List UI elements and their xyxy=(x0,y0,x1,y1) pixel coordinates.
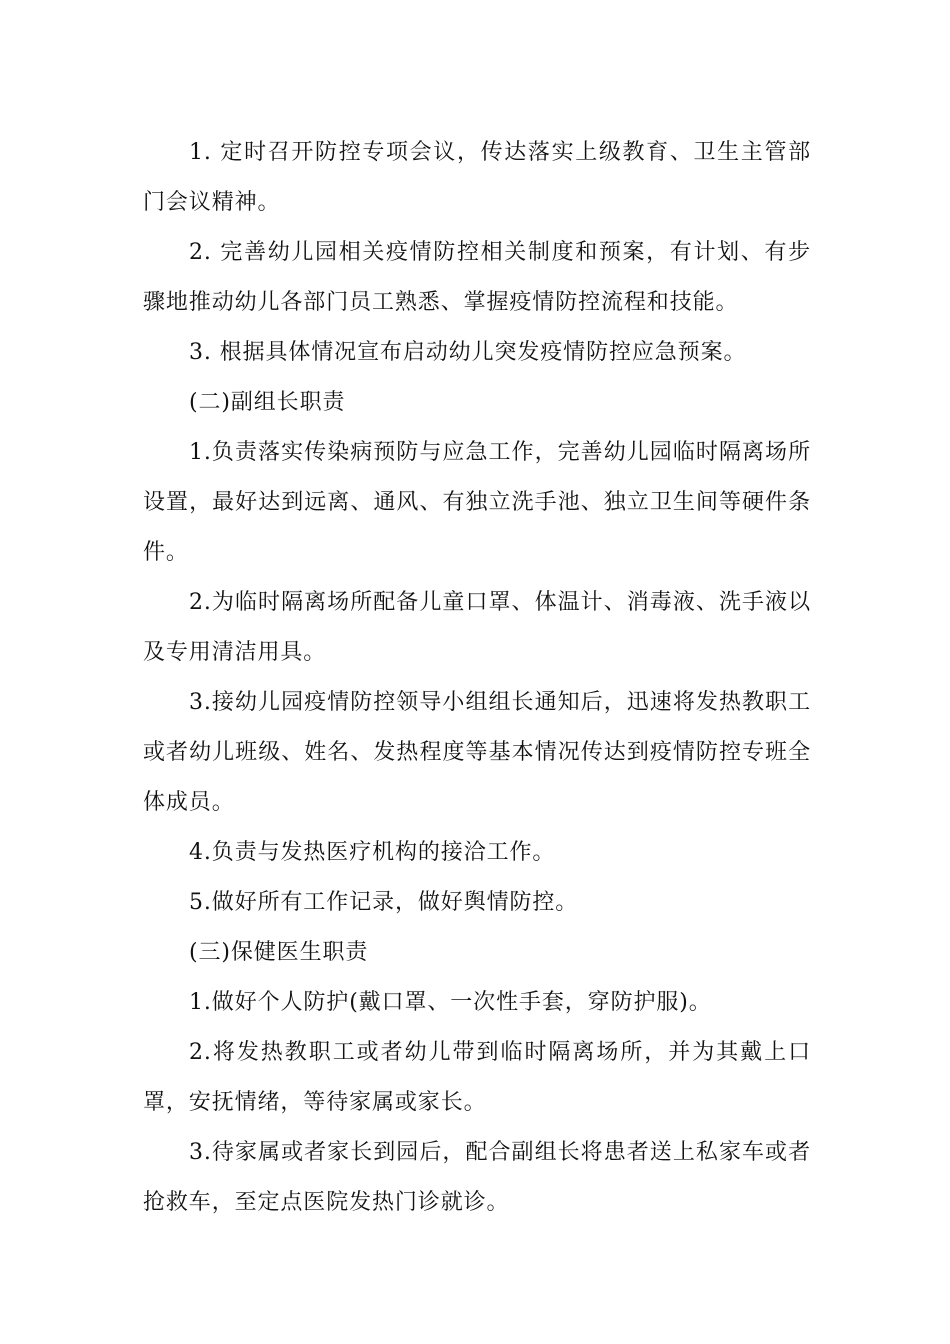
paragraph-leader-duty-1: 1. 定时召开防控专项会议，传达落实上级教育、卫生主管部门会议精神。 xyxy=(143,140,811,215)
paragraph-deputy-duty-3: 3.接幼儿园疫情防控领导小组组长通知后，迅速将发热教职工或者幼儿班级、姓名、发热程度等基本情况传达到疫情防控专班全体成员。 xyxy=(143,690,811,815)
paragraph-doctor-duty-3: 3.待家属或者家长到园后，配合副组长将患者送上私家车或者抢救车，至定点医院发热门诊就诊。 xyxy=(143,1140,811,1215)
paragraph-leader-duty-2: 2. 完善幼儿园相关疫情防控相关制度和预案，有计划、有步骤地推动幼儿各部门员工熟悉、掌握疫情防控流程和技能。 xyxy=(143,240,811,315)
section-heading-deputy-leader: (二)副组长职责 xyxy=(189,390,346,415)
paragraph-doctor-duty-2: 2.将发热教职工或者幼儿带到临时隔离场所，并为其戴上口罩，安抚情绪，等待家属或家长。 xyxy=(143,1040,811,1115)
paragraph-deputy-duty-2: 2.为临时隔离场所配备儿童口罩、体温计、消毒液、洗手液以及专用清洁用具。 xyxy=(143,590,811,665)
paragraph-doctor-duty-1: 1.做好个人防护(戴口罩、一次性手套，穿防护服)。 xyxy=(189,990,712,1015)
paragraph-deputy-duty-4: 4.负责与发热医疗机构的接洽工作。 xyxy=(189,840,556,865)
paragraph-leader-duty-3: 3. 根据具体情况宣布启动幼儿突发疫情防控应急预案。 xyxy=(189,340,747,365)
section-heading-health-doctor: (三)保健医生职责 xyxy=(189,940,369,965)
paragraph-deputy-duty-5: 5.做好所有工作记录，做好舆情防控。 xyxy=(189,890,579,915)
document-body xyxy=(143,128,811,1228)
paragraph-deputy-duty-1: 1.负责落实传染病预防与应急工作，完善幼儿园临时隔离场所设置，最好达到远离、通风、有独立洗手池、独立卫生间等硬件条件。 xyxy=(143,440,811,565)
